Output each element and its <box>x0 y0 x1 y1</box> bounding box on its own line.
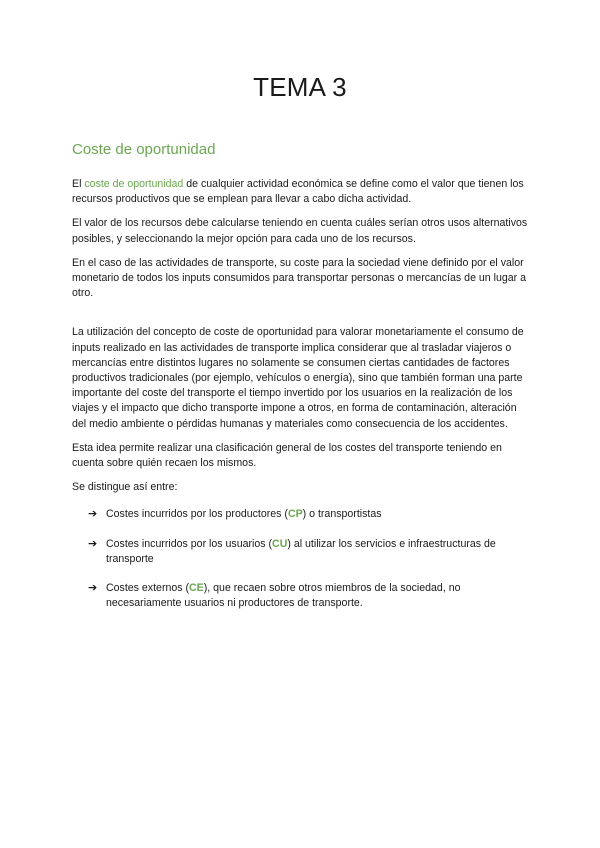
arrow-icon: ➔ <box>88 582 98 595</box>
list-item <box>88 507 528 522</box>
text-span: ) al utilizar los servicios e infraestructuras de transporte <box>106 537 496 565</box>
paragraph-transport-cost: En el caso de las actividades de transporte, su coste para la sociedad viene definido por el valor monetario de todos los inputs consumidos para transportar personas o mercancías de un lugar a otro. <box>72 256 527 300</box>
text-span: ), que recaen sobre otros miembros de la sociedad, no necesariamente usuarios ni productores de transporte. <box>106 582 461 610</box>
arrow-icon: ➔ <box>88 537 98 550</box>
document-body <box>72 177 528 625</box>
text-span: ) o transportistas <box>302 508 382 521</box>
text-span: Costes externos ( <box>106 582 190 595</box>
paragraph-definition <box>72 177 528 207</box>
abbreviation: CU <box>272 537 288 550</box>
paragraph-classification: Esta idea permite realizar una clasificación general de los costes del transporte teniendo en cuenta sobre quién recaen los mismos. <box>72 441 502 470</box>
cost-type-list <box>72 507 528 611</box>
abbreviation: CE <box>189 582 204 595</box>
text-span: Costes incurridos por los usuarios ( <box>106 537 273 550</box>
section-heading: Coste de oportunidad <box>72 141 216 158</box>
list-item <box>88 537 528 567</box>
paragraph-distinguish: Se distingue así entre: <box>72 481 178 494</box>
highlighted-term: coste de oportunidad <box>84 178 184 190</box>
arrow-icon: ➔ <box>88 508 98 521</box>
abbreviation: CP <box>287 508 303 521</box>
text-span: Costes incurridos por los productores ( <box>106 508 288 521</box>
paragraph-opportunity-concept: La utilización del concepto de coste de oportunidad para valorar monetariamente el consumo de inputs realizado en las actividades de transporte implica considerar que al trasladar viajeros o mercancías entre distintos lugares no solamente se consumen ciertas cantidades de factores productivos tradicionales (por ejemplo, vehículos o energía), sino que también forman una parte importante del coste del transporte el tiempo invertido por los usuarios en la realización de los viajes y el impacto que dicho transporte impone a otros, en forma de contaminación, alteración del medio ambiente o pérdidas humanas y materiales como consecuencia de los accidentes. <box>72 326 524 430</box>
text-span: de cualquier actividad económica se define como el valor que tienen los recursos productivos que se emplean para llevar a cabo dicha actividad. <box>72 178 524 206</box>
page-title: TEMA 3 <box>253 72 347 102</box>
text-span: El <box>72 178 85 190</box>
paragraph-resource-value: El valor de los recursos debe calcularse teniendo en cuenta cuáles serían otros usos alternativos posibles, y seleccionando la mejor opción para cada uno de los recursos. <box>72 217 528 245</box>
list-item <box>88 581 528 611</box>
